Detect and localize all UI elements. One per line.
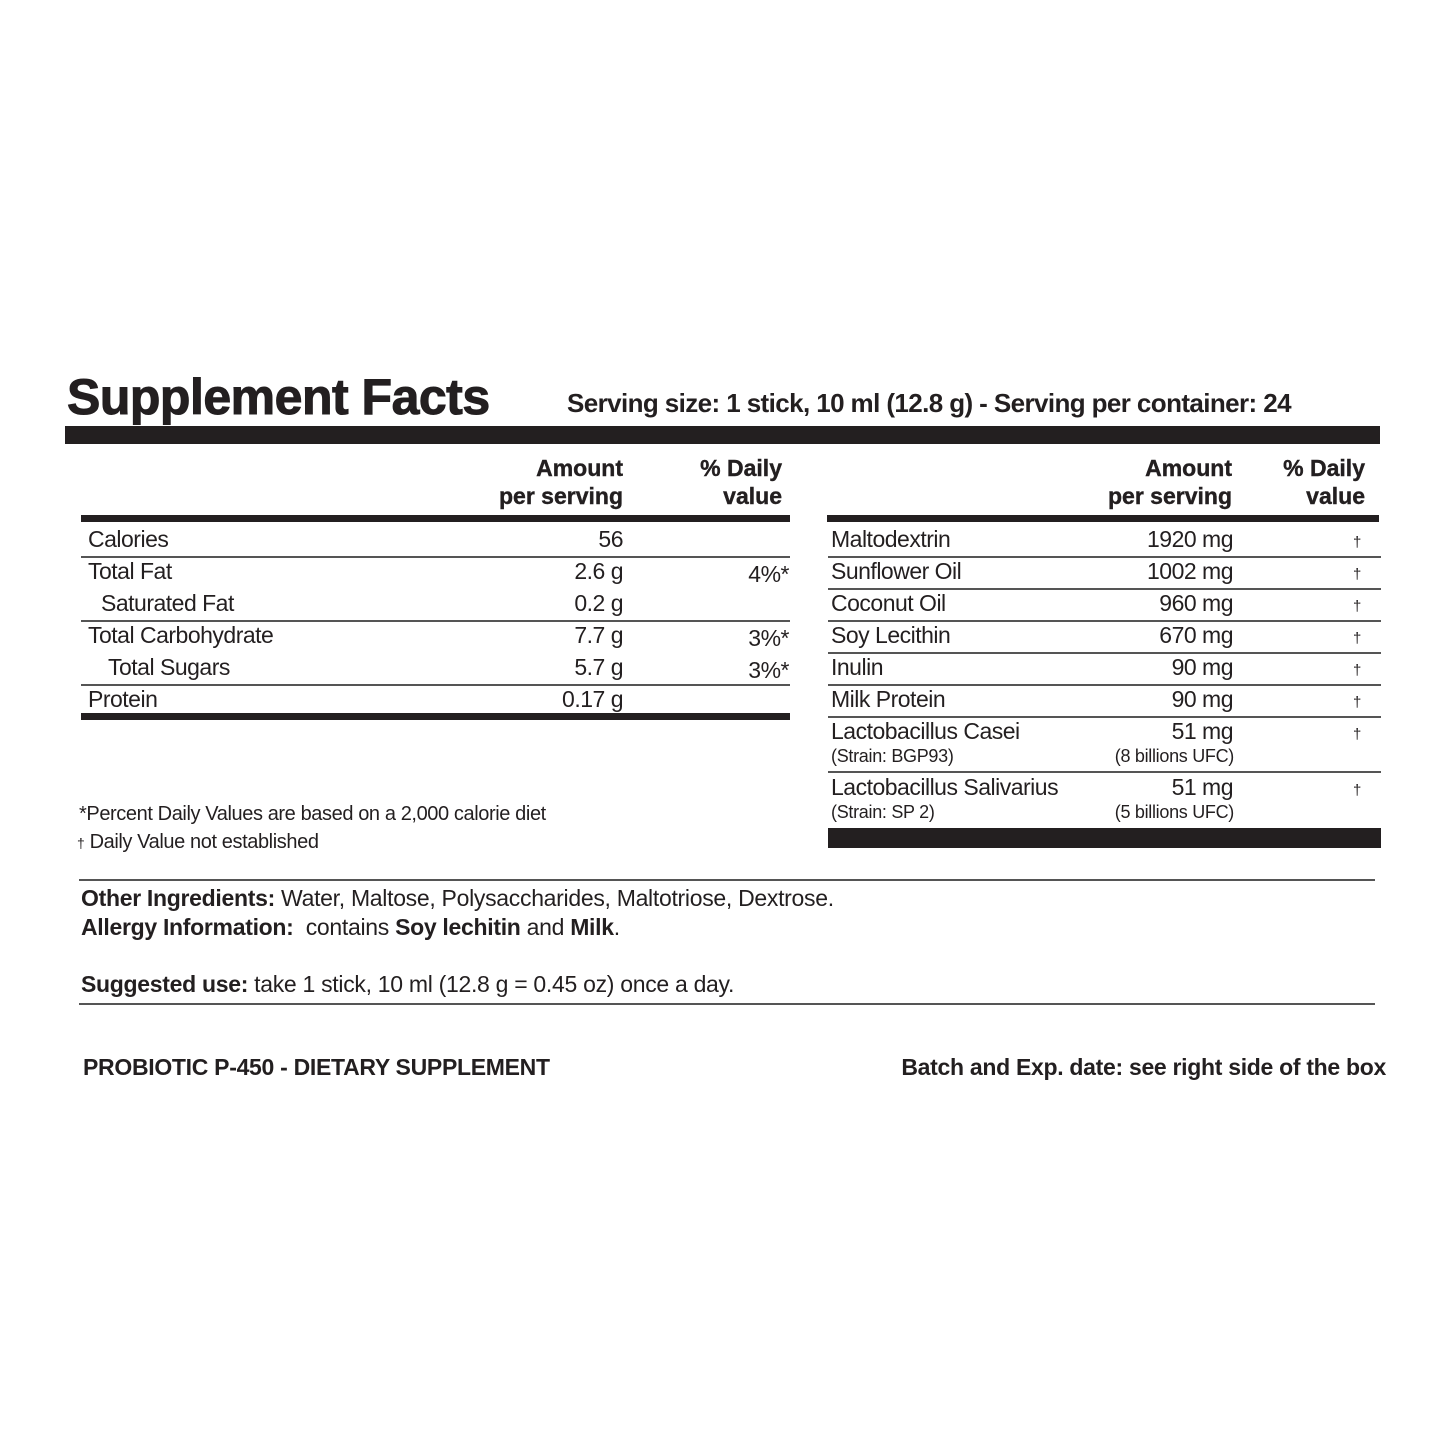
left-bottom-rule (81, 713, 790, 720)
serving-info: Serving size: 1 stick, 10 ml (12.8 g) - Serving per container: 24 (567, 388, 1291, 418)
row-divider (81, 556, 790, 558)
row-divider (828, 652, 1381, 654)
allergy-text: contains (293, 914, 396, 940)
dagger-icon: † (1353, 630, 1361, 647)
suggested-use (81, 971, 734, 998)
ingredient-cfu: (5 billions UFC) (1114, 802, 1234, 822)
top-divider (65, 426, 1380, 444)
footnote-dagger-text: Daily Value not established (89, 831, 319, 853)
dagger-icon: † (1353, 726, 1361, 743)
ingredient-name: Milk Protein (831, 686, 946, 712)
nutrient-name: Saturated Fat (101, 590, 234, 616)
ingredient-strain: (Strain: BGP93) (831, 746, 954, 766)
ingredient-amount: 51 mg (1171, 774, 1233, 800)
dagger-icon: † (1353, 598, 1361, 615)
right-dv-header (1230, 454, 1365, 510)
ingredient-amount: 670 mg (1159, 622, 1233, 648)
nutrient-name: Total Sugars (108, 654, 230, 680)
row-divider (828, 684, 1381, 686)
allergy-end: . (613, 914, 620, 940)
left-dv-header (640, 454, 782, 510)
dagger-symbol: † (77, 835, 85, 851)
other-ingredients-label: Other Ingredients: (81, 885, 275, 911)
dagger-icon: † (1353, 566, 1361, 583)
ingredient-amount: 90 mg (1171, 686, 1233, 712)
ingredient-strain: (Strain: SP 2) (831, 802, 935, 822)
other-ingredients (81, 885, 834, 912)
right-amount-header (1030, 454, 1232, 510)
footnote-dagger (77, 831, 319, 854)
row-divider (828, 620, 1381, 622)
dv-header-line1: % Daily (700, 455, 782, 481)
nutrient-daily-value: 4%* (748, 561, 789, 587)
dagger-icon: † (1353, 534, 1361, 551)
nutrient-amount: 2.6 g (574, 558, 623, 584)
row-divider (828, 716, 1381, 718)
left-header-rule (81, 515, 790, 522)
footnote-percent: *Percent Daily Values are based on a 2,000 calorie diet (79, 803, 546, 825)
amount-header-line2: per serving (1108, 483, 1232, 509)
ingredient-name: Lactobacillus Casei (831, 718, 1020, 744)
allergy-label: Allergy Information: (81, 914, 294, 940)
suggested-use-label: Suggested use: (81, 971, 249, 997)
amount-header-line2: per serving (499, 483, 623, 509)
ingredient-name: Inulin (831, 654, 883, 680)
ingredient-name: Lactobacillus Salivarius (831, 774, 1059, 800)
ingredients-divider-bottom (79, 1003, 1375, 1005)
nutrient-amount: 5.7 g (574, 654, 623, 680)
allergy-information (81, 914, 620, 941)
dv-header-line2: value (1306, 483, 1365, 509)
ingredient-amount: 960 mg (1159, 590, 1233, 616)
ingredient-amount: 1002 mg (1146, 558, 1233, 584)
nutrient-amount: 0.17 g (562, 686, 623, 712)
page-title: Supplement Facts (67, 369, 490, 425)
nutrient-name: Total Carbohydrate (88, 622, 274, 648)
row-divider (828, 771, 1381, 773)
dv-header-line1: % Daily (1283, 455, 1365, 481)
nutrient-name: Total Fat (88, 558, 172, 584)
ingredient-name: Sunflower Oil (831, 558, 962, 584)
other-ingredients-text: Water, Maltose, Polysaccharides, Maltotriose, Dextrose. (274, 885, 834, 911)
ingredient-cfu: (8 billions UFC) (1114, 746, 1234, 766)
nutrient-name: Protein (88, 686, 158, 712)
row-divider (81, 684, 790, 686)
right-header-rule (827, 515, 1379, 522)
ingredient-amount: 1920 mg (1146, 526, 1233, 552)
dv-header-line2: value (723, 483, 782, 509)
batch-info: Batch and Exp. date: see right side of the box (901, 1054, 1386, 1080)
product-name: PROBIOTIC P-450 - DIETARY SUPPLEMENT (83, 1054, 550, 1080)
ingredient-amount: 51 mg (1171, 718, 1233, 744)
row-divider (828, 588, 1381, 590)
dagger-icon: † (1353, 694, 1361, 711)
nutrient-amount: 0.2 g (574, 590, 623, 616)
ingredient-amount: 90 mg (1171, 654, 1233, 680)
amount-header-line1: Amount (1145, 455, 1232, 481)
right-bottom-rule (828, 828, 1381, 848)
row-divider (81, 620, 790, 622)
nutrient-daily-value: 3%* (748, 657, 789, 683)
allergen-milk: Milk (570, 914, 614, 940)
dagger-icon: † (1353, 782, 1361, 799)
amount-header-line1: Amount (536, 455, 623, 481)
ingredient-name: Coconut Oil (831, 590, 946, 616)
nutrient-amount: 7.7 g (574, 622, 623, 648)
nutrient-name: Calories (88, 526, 169, 552)
allergen-soy: Soy lechitin (395, 914, 521, 940)
suggested-use-text: take 1 stick, 10 ml (12.8 g = 0.45 oz) once a day. (248, 971, 735, 997)
nutrient-daily-value: 3%* (748, 625, 789, 651)
row-divider (828, 556, 1381, 558)
nutrient-amount: 56 (598, 526, 623, 552)
dagger-icon: † (1353, 662, 1361, 679)
ingredients-divider-top (79, 879, 1375, 881)
allergy-and: and (520, 914, 571, 940)
left-amount-header (420, 454, 623, 510)
ingredient-name: Maltodextrin (831, 526, 951, 552)
ingredient-name: Soy Lecithin (831, 622, 951, 648)
